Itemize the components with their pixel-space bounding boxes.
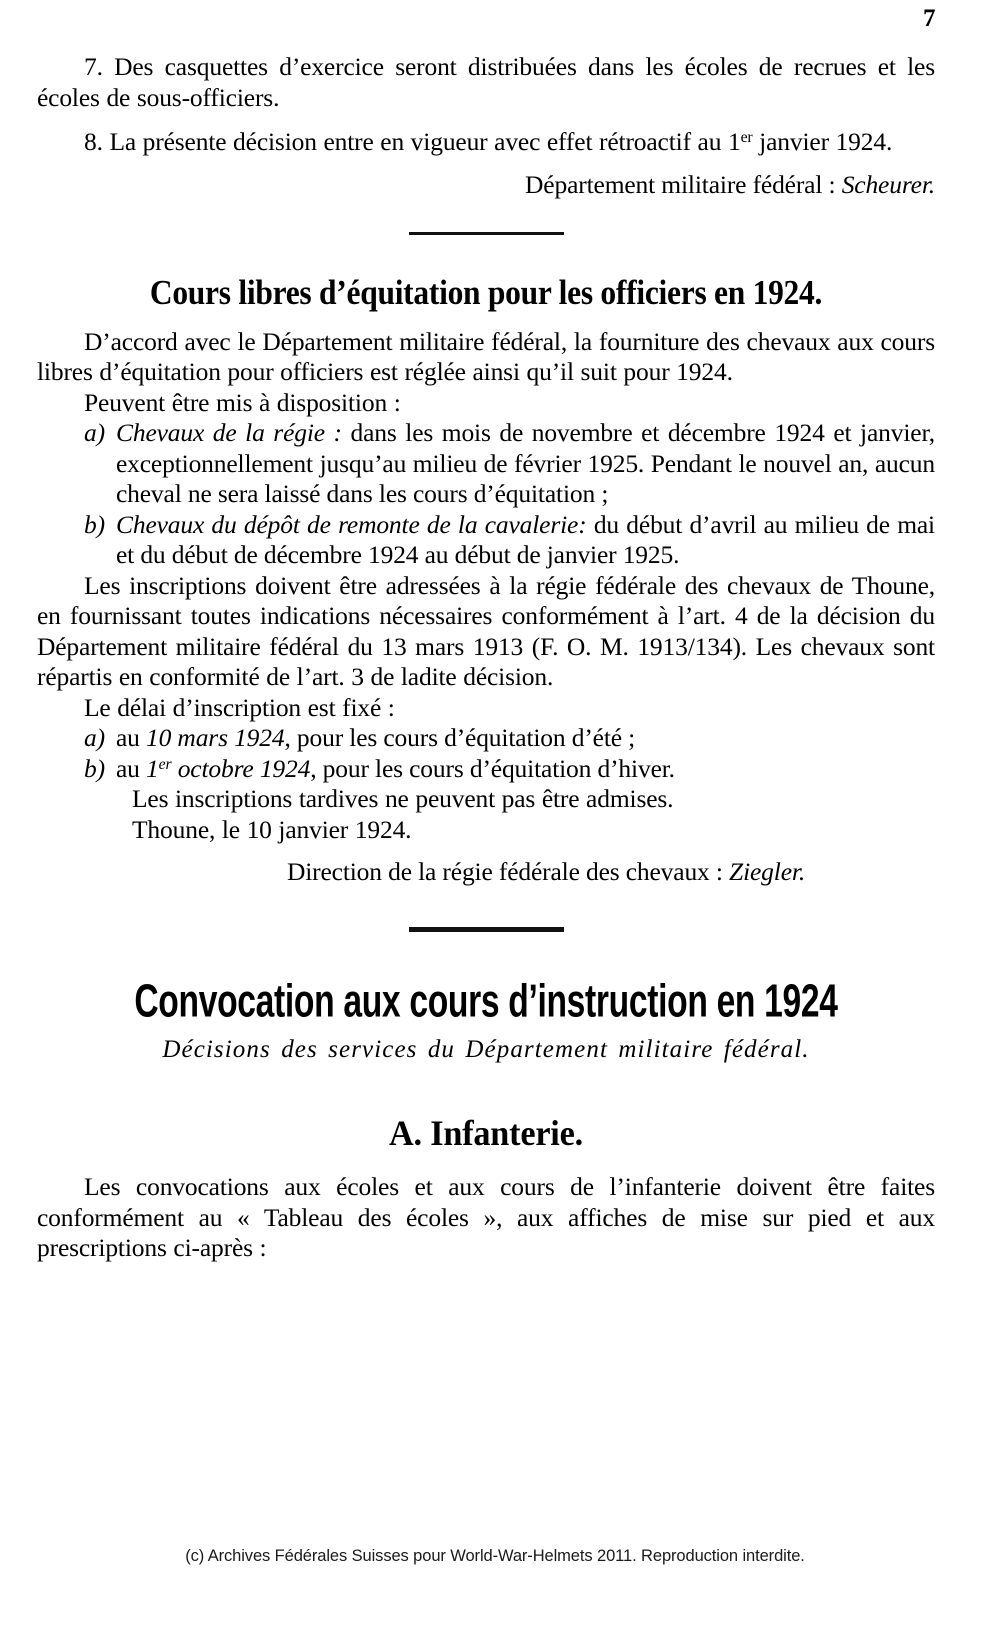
heading-convocation: Convocation aux cours d’instruction en 1924 xyxy=(134,975,838,1027)
list-item xyxy=(37,510,935,571)
paragraph-item-8-part1: 8. La présente décision entre en vigueur avec effet rétroactif au 1 xyxy=(84,127,741,156)
heading-cours-libres: Cours libres d’équitation pour les officiers en 1924. xyxy=(149,272,823,312)
signature-label: Département militaire fédéral : xyxy=(525,169,842,199)
footer-copyright: (c) Archives Fédérales Suisses pour World-War-Helmets 2011. Reproduction interdite. xyxy=(185,1547,805,1565)
paragraph-cours-libres-intro: D’accord avec le Département militaire fédéral, la fourniture des chevaux aux cours libres d’équitation pour officiers est réglée ainsi qu’il suit pour 1924. xyxy=(37,326,935,386)
list-item-text: dans les mois de novembre et décembre 1924 et janvier, exceptionnellement jusqu’au milieu de février 1925. Pendant le nouvel an, aucun cheval ne sera laissé dans les cours d’équitation ; xyxy=(116,418,936,508)
list-marker-a: a) xyxy=(84,418,105,447)
spacer xyxy=(37,932,935,978)
deadline-prefix: au xyxy=(116,753,146,783)
list-item xyxy=(37,723,935,754)
divider-rule-1 xyxy=(409,232,564,235)
paragraph-item-8-part2: janvier 1924. xyxy=(752,127,893,156)
subheading-infanterie: A. Infanterie. xyxy=(389,1113,583,1153)
spacer xyxy=(37,202,935,232)
deadline-suffix: , pour les cours d’équitation d’été ; xyxy=(284,723,636,752)
list-item xyxy=(37,418,935,510)
paragraph-late-note: Les inscriptions tardives ne peuvent pas être admises. xyxy=(132,784,674,813)
spacer xyxy=(37,1154,935,1172)
deadline-prefix: au xyxy=(116,723,146,752)
spacer xyxy=(37,1066,935,1112)
deadline-date-rest: octobre 1924 xyxy=(171,753,311,783)
spacer xyxy=(37,235,935,273)
spacer xyxy=(37,158,935,168)
deadline-date-lead: 1 xyxy=(146,753,159,783)
signature-label: Direction de la régie fédérale des chevaux : xyxy=(286,857,730,886)
paragraph-convocation-body: Les convocations aux écoles et aux cours de l’infanterie doivent être faites conformément au « Tableau des écoles », aux affiches de mise sur pied et aux prescriptions ci-après : xyxy=(37,1172,935,1262)
paragraph-lead-in-disposition: Peuvent être mis à disposition : xyxy=(84,387,401,417)
paragraph-deadline-lead-in: Le délai d’inscription est fixé : xyxy=(84,692,395,722)
spacer xyxy=(37,113,935,127)
list-item xyxy=(37,754,935,785)
ordinal-suffix: er xyxy=(740,128,753,146)
signature-name: Scheurer. xyxy=(841,169,935,199)
spacer xyxy=(37,889,935,927)
deadline-suffix: , pour les cours d’équitation d’hiver. xyxy=(310,753,675,783)
list-item-emphasis: Chevaux du dépôt de remonte de la cavalerie: xyxy=(116,509,587,539)
paragraph-registration: Les inscriptions doivent être adressées à la régie fédérale des chevaux de Thoune, en fournissant toutes indications nécessaires conformément à l’art. 4 de la décision du Département militaire fédéral du 13 mars 1913 (F. O. M. 1913/134). Les chevaux sont répartis en conformité de l’art. 3 de ladite décision. xyxy=(37,570,935,691)
list-marker-b: b) xyxy=(84,509,105,539)
text-column xyxy=(37,52,935,1264)
list-item-text: du début d’avril au milieu de mai et du début de décembre 1924 au début de janvier 1925. xyxy=(116,509,935,569)
paragraph-item-8 xyxy=(37,127,935,158)
paragraph-item-7: 7. Des casquettes d’exercice seront distribuées dans les écoles de recrues et les écoles de sous-officiers. xyxy=(37,52,935,112)
spacer xyxy=(37,313,935,327)
signature-line-ziegler xyxy=(37,855,935,889)
deadline-marker-b: b) xyxy=(84,753,105,783)
page-number: 7 xyxy=(923,5,935,32)
paragraph-place-date: Thoune, le 10 janvier 1924. xyxy=(132,814,412,844)
subtitle-convocation: Décisions des services du Département militaire fédéral. xyxy=(162,1036,810,1063)
deadline-date: 10 mars 1924 xyxy=(146,723,285,752)
ordinal-suffix: er xyxy=(158,755,172,773)
list-item-emphasis: Chevaux de la régie : xyxy=(116,418,342,447)
deadline-marker-a: a) xyxy=(84,723,105,752)
divider-rule-2 xyxy=(409,927,564,932)
signature-name: Ziegler. xyxy=(729,857,806,886)
signature-line-scheurer xyxy=(37,168,935,202)
spacer xyxy=(37,845,935,855)
